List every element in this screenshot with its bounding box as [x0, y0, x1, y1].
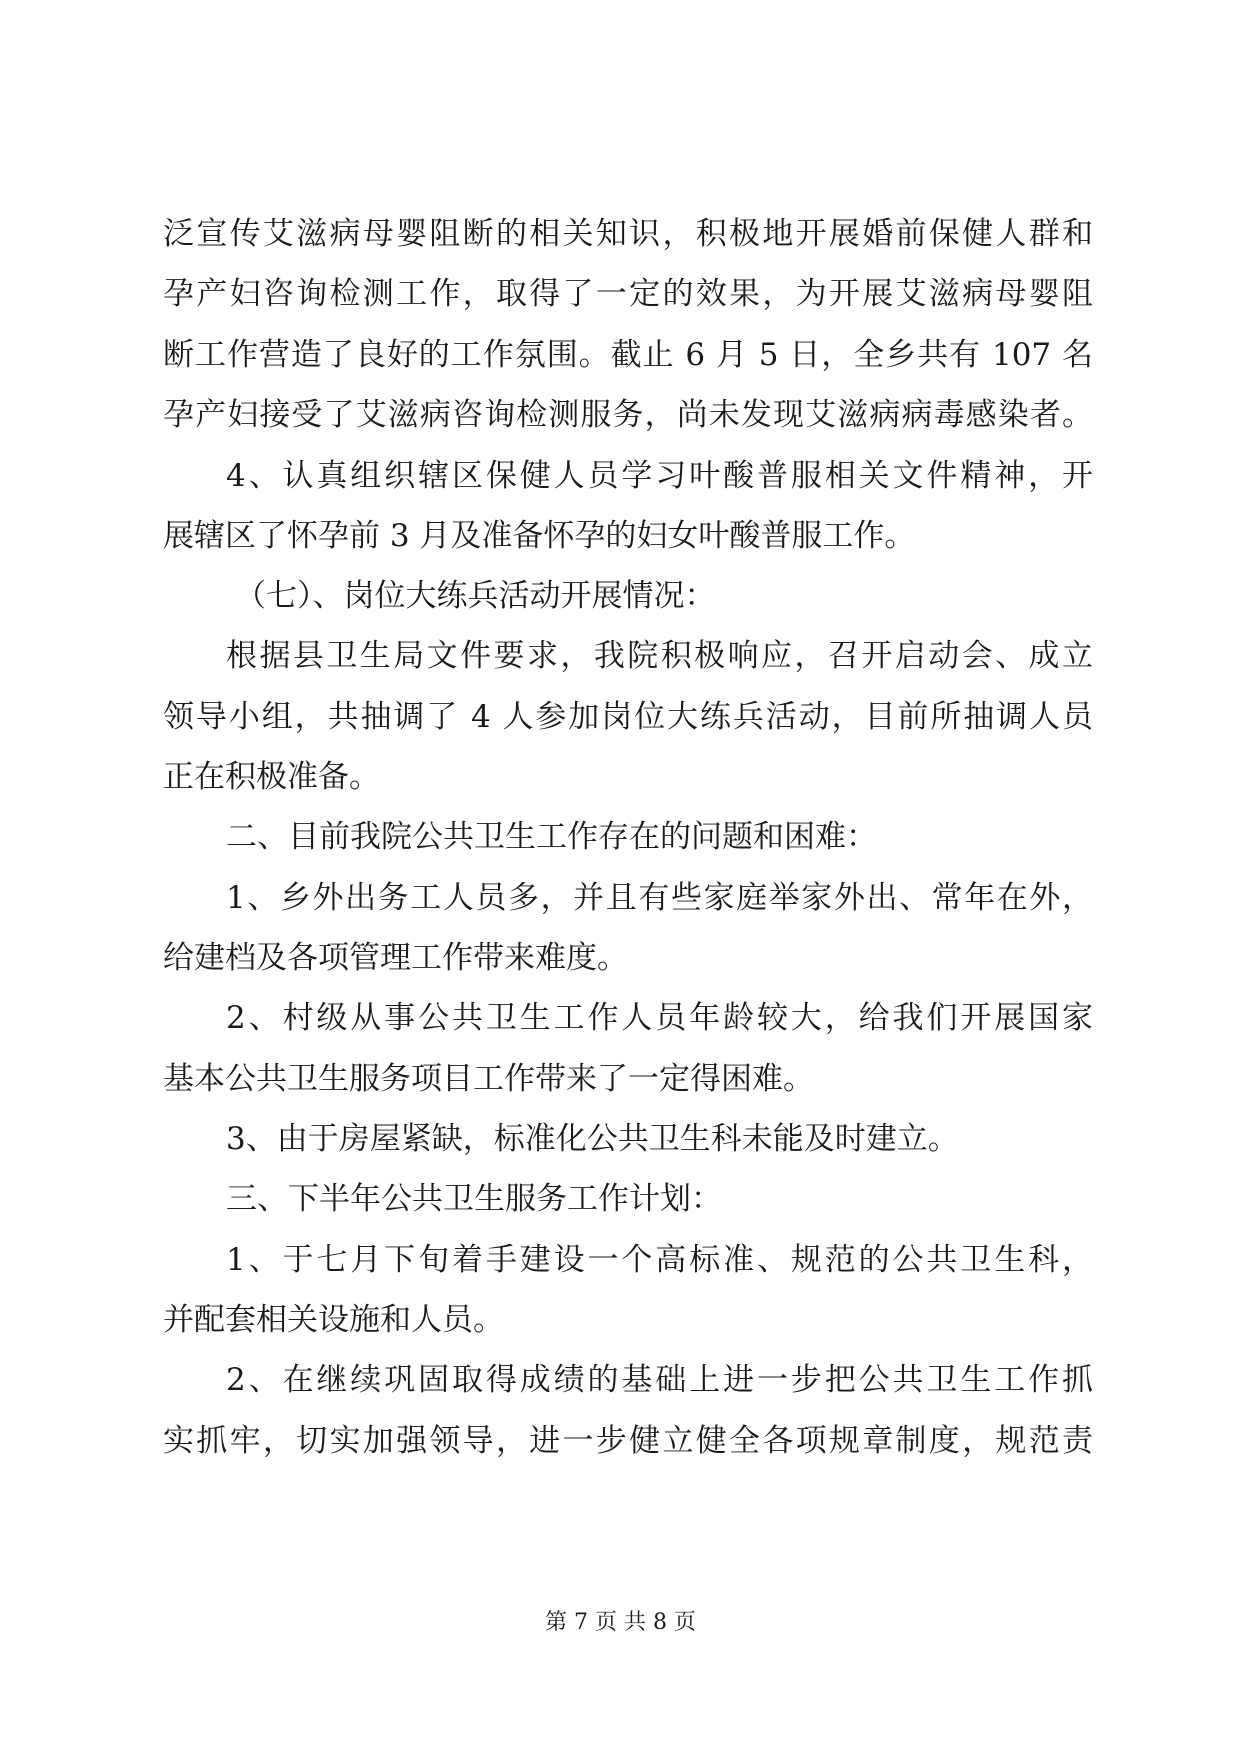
text-line: 给建档及各项管理工作带来难度。 — [163, 940, 628, 976]
section-heading: （七）、岗位大练兵活动开展情况： — [235, 578, 716, 614]
text-line: 正在积极准备。 — [163, 759, 380, 795]
text-line: 基本公共卫生服务项目工作带来了一定得困难。 — [163, 1061, 814, 1097]
text-line: 展辖区了怀孕前 3 月及准备怀孕的妇女叶酸普服工作。 — [163, 518, 916, 554]
text-line: 孕产妇接受了艾滋病咨询检测服务，尚未发现艾滋病病毒感染者。 — [163, 397, 1093, 433]
text-line: 1、乡外出务工人员多，并且有些家庭举家外出、常年在外， — [226, 880, 1093, 916]
page-number-footer: 第 7 页 共 8 页 — [545, 1610, 696, 1635]
text-line: 3、由于房屋紧缺，标准化公共卫生科未能及时建立。 — [226, 1121, 959, 1157]
text-line: 并配套相关设施和人员。 — [163, 1302, 504, 1338]
section-heading: 二、目前我院公共卫生工作存在的问题和困难： — [226, 819, 877, 855]
text-line: 孕产妇咨询检测工作，取得了一定的效果，为开展艾滋病母婴阻 — [163, 276, 1093, 312]
text-line: 断工作营造了良好的工作氛围。截止 6 月 5 日，全乡共有 107 名 — [163, 337, 1093, 373]
text-line: 2、在继续巩固取得成绩的基础上进一步把公共卫生工作抓 — [226, 1362, 1093, 1398]
text-line: 实抓牢，切实加强领导，进一步健立健全各项规章制度，规范责 — [163, 1423, 1093, 1459]
text-line: 4、认真组织辖区保健人员学习叶酸普服相关文件精神，开 — [226, 458, 1093, 494]
text-line: 2、村级从事公共卫生工作人员年龄较大，给我们开展国家 — [226, 1000, 1093, 1036]
section-heading: 三、下半年公共卫生服务工作计划： — [226, 1181, 722, 1217]
text-line: 泛宣传艾滋病母婴阻断的相关知识，积极地开展婚前保健人群和 — [163, 216, 1093, 252]
text-line: 根据县卫生局文件要求，我院积极响应，召开启动会、成立 — [226, 638, 1093, 674]
text-line: 领导小组，共抽调了 4 人参加岗位大练兵活动，目前所抽调人员 — [163, 699, 1093, 735]
text-line: 1、于七月下旬着手建设一个高标准、规范的公共卫生科， — [226, 1242, 1093, 1278]
